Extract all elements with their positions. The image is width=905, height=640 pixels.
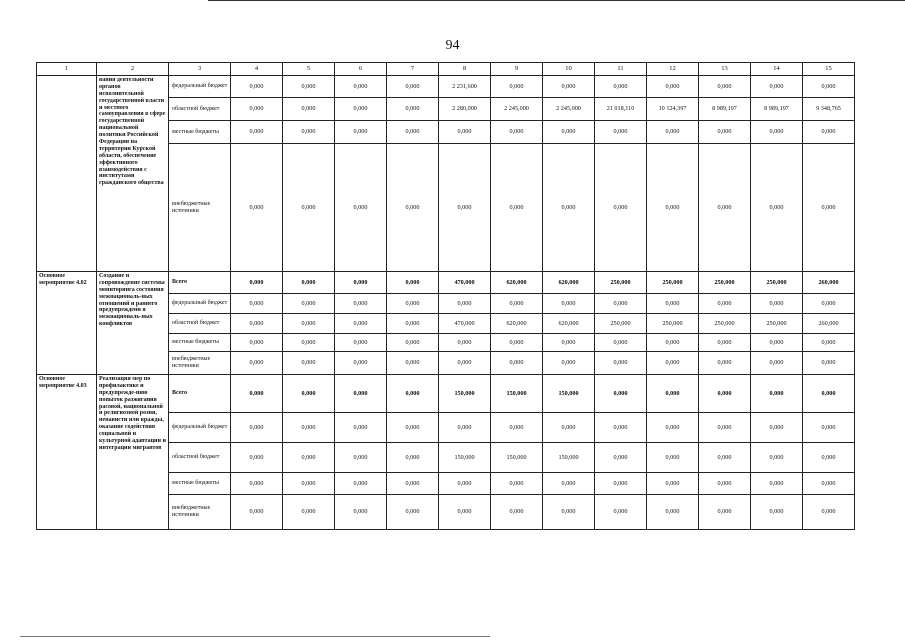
- event-label: [37, 76, 97, 272]
- amount-cell: 0,000: [387, 413, 439, 443]
- amount-cell: 0,000: [283, 314, 335, 334]
- amount-cell: 0,000: [543, 121, 595, 144]
- amount-cell: 0,000: [231, 334, 283, 352]
- amount-cell: 250,000: [699, 314, 751, 334]
- amount-cell: 0,000: [699, 495, 751, 530]
- amount-cell: 0,000: [543, 334, 595, 352]
- amount-cell: 250,000: [647, 314, 699, 334]
- amount-cell: 0,000: [491, 144, 543, 272]
- amount-cell: 0,000: [231, 473, 283, 495]
- header-cell: 3: [169, 63, 231, 76]
- amount-cell: 0,000: [387, 144, 439, 272]
- amount-cell: 0,000: [803, 76, 855, 98]
- amount-cell: 0,000: [283, 413, 335, 443]
- amount-cell: 0,000: [595, 144, 647, 272]
- amount-cell: 0,000: [647, 443, 699, 473]
- amount-cell: 0,000: [231, 144, 283, 272]
- funding-source: федеральный бюджет: [169, 294, 231, 314]
- amount-cell: 0,000: [543, 413, 595, 443]
- amount-cell: 0,000: [231, 413, 283, 443]
- amount-cell: 0,000: [647, 473, 699, 495]
- amount-cell: 0,000: [387, 272, 439, 294]
- amount-cell: 0,000: [283, 76, 335, 98]
- amount-cell: 0,000: [335, 121, 387, 144]
- amount-cell: 150,000: [439, 375, 491, 413]
- amount-cell: 250,000: [595, 314, 647, 334]
- event-label: Основное мероприятие 4.03: [37, 375, 97, 530]
- amount-cell: 0,000: [491, 413, 543, 443]
- amount-cell: 0,000: [699, 375, 751, 413]
- funding-source: федеральный бюджет: [169, 76, 231, 98]
- amount-cell: 0,000: [283, 294, 335, 314]
- page-number: 94: [445, 38, 460, 53]
- amount-cell: 0,000: [439, 294, 491, 314]
- budget-table: [36, 62, 855, 530]
- amount-cell: 0,000: [699, 334, 751, 352]
- amount-cell: 0,000: [231, 294, 283, 314]
- amount-cell: 0,000: [699, 443, 751, 473]
- table-row: [37, 375, 855, 413]
- amount-cell: 0,000: [387, 76, 439, 98]
- amount-cell: 0,000: [803, 121, 855, 144]
- amount-cell: 0,000: [231, 443, 283, 473]
- amount-cell: 0,000: [595, 76, 647, 98]
- amount-cell: 2 245,000: [543, 98, 595, 121]
- amount-cell: 0,000: [439, 352, 491, 375]
- amount-cell: 0,000: [387, 314, 439, 334]
- bottom-rule: [20, 636, 490, 637]
- funding-source: внебюджетные источники: [169, 144, 231, 272]
- amount-cell: 0,000: [543, 76, 595, 98]
- header-cell: 5: [283, 63, 335, 76]
- amount-cell: 250,000: [751, 272, 803, 294]
- amount-cell: 0,000: [543, 473, 595, 495]
- amount-cell: 2 231,600: [439, 76, 491, 98]
- amount-cell: 250,000: [699, 272, 751, 294]
- funding-source: Всего: [169, 272, 231, 294]
- amount-cell: 0,000: [647, 375, 699, 413]
- funding-source: областной бюджет: [169, 314, 231, 334]
- amount-cell: 0,000: [751, 473, 803, 495]
- amount-cell: 0,000: [283, 334, 335, 352]
- funding-source: федеральный бюджет: [169, 413, 231, 443]
- amount-cell: 0,000: [803, 473, 855, 495]
- amount-cell: 0,000: [803, 294, 855, 314]
- header-row: [37, 63, 855, 76]
- amount-cell: 620,000: [543, 272, 595, 294]
- amount-cell: 0,000: [803, 375, 855, 413]
- amount-cell: 0,000: [751, 294, 803, 314]
- funding-source: внебюджетные источники: [169, 495, 231, 530]
- amount-cell: 0,000: [283, 144, 335, 272]
- amount-cell: 0,000: [439, 413, 491, 443]
- amount-cell: 10 124,397: [647, 98, 699, 121]
- funding-source: местные бюджеты: [169, 334, 231, 352]
- amount-cell: 0,000: [595, 473, 647, 495]
- amount-cell: 150,000: [543, 443, 595, 473]
- amount-cell: 0,000: [699, 121, 751, 144]
- table-row: [37, 76, 855, 98]
- header-cell: 1: [37, 63, 97, 76]
- amount-cell: 0,000: [231, 76, 283, 98]
- event-description: Создание и сопровождение системы мониторинга состояния межнациональ-ных отношений и раннего предупреждени я межнациональ-ных конфликтов: [97, 272, 169, 375]
- header-cell: 9: [491, 63, 543, 76]
- amount-cell: 0,000: [595, 443, 647, 473]
- amount-cell: 0,000: [387, 352, 439, 375]
- amount-cell: 0,000: [335, 294, 387, 314]
- amount-cell: 0,000: [335, 375, 387, 413]
- amount-cell: 0,000: [387, 495, 439, 530]
- amount-cell: 0,000: [283, 443, 335, 473]
- amount-cell: 2 245,000: [491, 98, 543, 121]
- amount-cell: 0,000: [491, 121, 543, 144]
- amount-cell: 0,000: [595, 413, 647, 443]
- amount-cell: 0,000: [543, 144, 595, 272]
- amount-cell: 0,000: [387, 375, 439, 413]
- header-cell: 7: [387, 63, 439, 76]
- amount-cell: 150,000: [543, 375, 595, 413]
- header-cell: 13: [699, 63, 751, 76]
- amount-cell: 0,000: [231, 314, 283, 334]
- amount-cell: 0,000: [335, 495, 387, 530]
- amount-cell: 0,000: [803, 495, 855, 530]
- amount-cell: 0,000: [647, 144, 699, 272]
- amount-cell: 0,000: [751, 413, 803, 443]
- amount-cell: 0,000: [283, 375, 335, 413]
- amount-cell: 620,000: [491, 314, 543, 334]
- amount-cell: 0,000: [595, 495, 647, 530]
- amount-cell: 0,000: [543, 495, 595, 530]
- amount-cell: 0,000: [335, 334, 387, 352]
- amount-cell: 0,000: [439, 334, 491, 352]
- amount-cell: 0,000: [491, 473, 543, 495]
- amount-cell: 0,000: [387, 473, 439, 495]
- funding-source: местные бюджеты: [169, 473, 231, 495]
- amount-cell: 0,000: [491, 294, 543, 314]
- amount-cell: 0,000: [595, 334, 647, 352]
- amount-cell: 150,000: [491, 443, 543, 473]
- amount-cell: 0,000: [751, 334, 803, 352]
- amount-cell: 0,000: [335, 272, 387, 294]
- amount-cell: 0,000: [335, 352, 387, 375]
- amount-cell: 0,000: [439, 144, 491, 272]
- amount-cell: 0,000: [439, 495, 491, 530]
- amount-cell: 0,000: [231, 375, 283, 413]
- amount-cell: 0,000: [439, 473, 491, 495]
- event-description: Реализация мер по профилактике и предупрежде-нию попыток разжигания расовой, национальной и религиозной розни, ненависти или вражды, оказание содействия социальной и культурной адаптации и интеграции мигрантов: [97, 375, 169, 530]
- amount-cell: 0,000: [803, 413, 855, 443]
- header-cell: 6: [335, 63, 387, 76]
- amount-cell: 150,000: [439, 443, 491, 473]
- amount-cell: 0,000: [283, 98, 335, 121]
- header-cell: 15: [803, 63, 855, 76]
- funding-source: внебюджетные источники: [169, 352, 231, 375]
- amount-cell: 21 018,110: [595, 98, 647, 121]
- amount-cell: 0,000: [699, 352, 751, 375]
- amount-cell: 0,000: [751, 144, 803, 272]
- amount-cell: 0,000: [491, 352, 543, 375]
- amount-cell: 0,000: [543, 352, 595, 375]
- amount-cell: 250,000: [647, 272, 699, 294]
- amount-cell: 0,000: [751, 76, 803, 98]
- amount-cell: 2 280,000: [439, 98, 491, 121]
- amount-cell: 0,000: [699, 413, 751, 443]
- amount-cell: 150,000: [491, 375, 543, 413]
- amount-cell: 0,000: [283, 272, 335, 294]
- amount-cell: 0,000: [335, 98, 387, 121]
- amount-cell: 0,000: [699, 76, 751, 98]
- amount-cell: 0,000: [699, 294, 751, 314]
- amount-cell: 0,000: [803, 144, 855, 272]
- amount-cell: 0,000: [335, 76, 387, 98]
- amount-cell: 0,000: [751, 375, 803, 413]
- amount-cell: 0,000: [283, 495, 335, 530]
- amount-cell: 0,000: [647, 334, 699, 352]
- amount-cell: 0,000: [387, 121, 439, 144]
- event-description: вания деятельности органов исполнительной государственной власти и местного самоуправления в сфере государственной национальной политики Российской Федерации на территории Курской области, обеспечение эффективного взаимодействия с институтами гражданского общества: [97, 76, 169, 272]
- header-cell: 8: [439, 63, 491, 76]
- amount-cell: 0,000: [231, 495, 283, 530]
- amount-cell: 0,000: [647, 294, 699, 314]
- amount-cell: 620,000: [491, 272, 543, 294]
- amount-cell: 0,000: [647, 76, 699, 98]
- amount-cell: 0,000: [647, 413, 699, 443]
- amount-cell: 0,000: [803, 443, 855, 473]
- header-cell: 4: [231, 63, 283, 76]
- amount-cell: 0,000: [387, 98, 439, 121]
- amount-cell: 0,000: [595, 352, 647, 375]
- amount-cell: 0,000: [751, 121, 803, 144]
- amount-cell: 0,000: [231, 121, 283, 144]
- amount-cell: 0,000: [595, 294, 647, 314]
- amount-cell: 260,000: [803, 314, 855, 334]
- amount-cell: 0,000: [491, 495, 543, 530]
- amount-cell: 0,000: [647, 352, 699, 375]
- amount-cell: 0,000: [595, 121, 647, 144]
- amount-cell: 0,000: [439, 121, 491, 144]
- amount-cell: 0,000: [595, 375, 647, 413]
- amount-cell: 0,000: [491, 76, 543, 98]
- amount-cell: 0,000: [387, 294, 439, 314]
- amount-cell: 470,000: [439, 272, 491, 294]
- header-cell: 10: [543, 63, 595, 76]
- funding-source: областной бюджет: [169, 98, 231, 121]
- amount-cell: 0,000: [283, 473, 335, 495]
- amount-cell: 0,000: [751, 443, 803, 473]
- amount-cell: 0,000: [803, 352, 855, 375]
- amount-cell: 0,000: [335, 443, 387, 473]
- amount-cell: 0,000: [751, 495, 803, 530]
- funding-source: Всего: [169, 375, 231, 413]
- amount-cell: 9 348,765: [803, 98, 855, 121]
- amount-cell: 0,000: [335, 144, 387, 272]
- amount-cell: 0,000: [387, 443, 439, 473]
- amount-cell: 250,000: [751, 314, 803, 334]
- amount-cell: 0,000: [231, 272, 283, 294]
- amount-cell: 0,000: [751, 352, 803, 375]
- amount-cell: 0,000: [231, 98, 283, 121]
- amount-cell: 0,000: [335, 413, 387, 443]
- event-label: Основное мероприятие 4.02: [37, 272, 97, 375]
- amount-cell: 250,000: [595, 272, 647, 294]
- amount-cell: 0,000: [803, 334, 855, 352]
- amount-cell: 0,000: [699, 144, 751, 272]
- amount-cell: 260,000: [803, 272, 855, 294]
- amount-cell: 8 989,197: [751, 98, 803, 121]
- amount-cell: 0,000: [283, 352, 335, 375]
- header-cell: 12: [647, 63, 699, 76]
- funding-source: местные бюджеты: [169, 121, 231, 144]
- funding-source: областной бюджет: [169, 443, 231, 473]
- header-cell: 2: [97, 63, 169, 76]
- header-cell: 14: [751, 63, 803, 76]
- amount-cell: 0,000: [231, 352, 283, 375]
- amount-cell: 0,000: [283, 121, 335, 144]
- amount-cell: 620,000: [543, 314, 595, 334]
- amount-cell: 0,000: [699, 473, 751, 495]
- amount-cell: 8 989,197: [699, 98, 751, 121]
- top-rule: [208, 0, 905, 1]
- amount-cell: 0,000: [647, 495, 699, 530]
- table-row: [37, 272, 855, 294]
- amount-cell: 0,000: [387, 334, 439, 352]
- header-cell: 11: [595, 63, 647, 76]
- amount-cell: 0,000: [335, 473, 387, 495]
- amount-cell: 0,000: [491, 334, 543, 352]
- amount-cell: 0,000: [647, 121, 699, 144]
- amount-cell: 470,000: [439, 314, 491, 334]
- amount-cell: 0,000: [543, 294, 595, 314]
- amount-cell: 0,000: [335, 314, 387, 334]
